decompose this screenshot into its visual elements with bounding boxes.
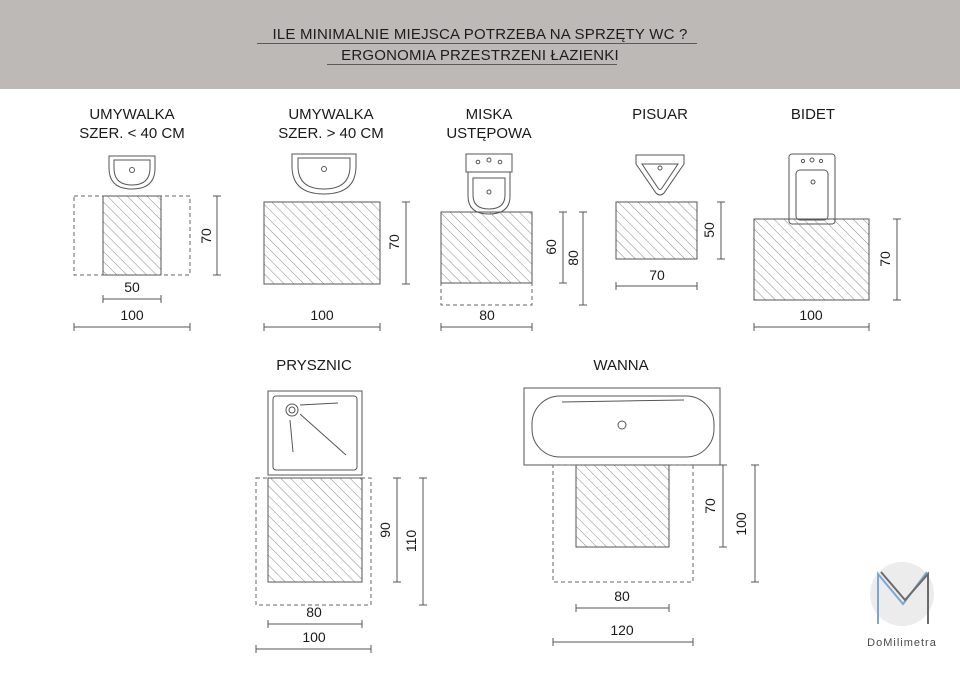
miska-depth-inner: 60 (543, 239, 559, 255)
domilimetra-logo (867, 562, 937, 649)
miska-depth-total: 80 (565, 250, 581, 266)
prysznic-usage-area (268, 478, 362, 582)
fixture-umywalka-small (74, 106, 221, 331)
miska-usage-area (441, 212, 532, 283)
prysznic-depth-total: 110 (403, 529, 419, 553)
pisuar-bowl (636, 155, 684, 195)
miska-label-line2: USTĘPOWA (446, 125, 532, 142)
prysznic-inner-width: 80 (306, 604, 322, 620)
fixture-prysznic (256, 357, 427, 653)
miska-bowl (466, 154, 512, 214)
pisuar-width: 70 (649, 267, 665, 283)
page-title-line1: ILE MINIMALNIE MIEJSCA POTRZEBA NA SPRZĘTY WC ? (272, 26, 688, 43)
bidet-depth: 70 (877, 251, 893, 267)
umywalka-small-label-line2: SZER. < 40 CM (79, 125, 185, 142)
pisuar-label: PISUAR (632, 106, 688, 123)
prysznic-label: PRYSZNIC (276, 357, 352, 374)
prysznic-total-width: 100 (302, 629, 326, 645)
fixture-wanna (524, 357, 759, 646)
umywalka-large-usage-area (264, 202, 380, 284)
pisuar-depth: 50 (701, 222, 717, 238)
wanna-depth-total: 100 (733, 512, 749, 536)
miska-width: 80 (479, 307, 495, 323)
wanna-inner-width: 80 (614, 588, 630, 604)
umywalka-small-usage-area (103, 196, 161, 275)
umywalka-small-basin (109, 156, 155, 189)
pisuar-usage-area (616, 202, 697, 259)
page-title-line2: ERGONOMIA PRZESTRZENI ŁAZIENKI (341, 47, 619, 64)
logo-text: DoMilimetra (867, 637, 937, 649)
fixture-pisuar (616, 106, 725, 290)
umywalka-large-basin (292, 154, 356, 194)
umywalka-large-depth: 70 (386, 234, 402, 250)
umywalka-small-label-line1: UMYWALKA (89, 106, 175, 123)
umywalka-large-label-line2: SZER. > 40 CM (278, 125, 384, 142)
logo-circle (870, 562, 934, 626)
umywalka-large-width: 100 (310, 307, 334, 323)
umywalka-small-depth: 70 (198, 228, 214, 244)
miska-label-line1: MISKA (465, 106, 513, 123)
fixture-bidet (754, 106, 901, 331)
wanna-tub (524, 388, 720, 465)
fixture-miska (441, 106, 587, 331)
wanna-usage-area (576, 465, 669, 547)
wanna-label: WANNA (593, 357, 649, 374)
prysznic-depth-inner: 90 (377, 522, 393, 538)
umywalka-large-label-line1: UMYWALKA (288, 106, 374, 123)
bidet-width: 100 (799, 307, 823, 323)
wanna-depth-inner: 70 (702, 498, 718, 514)
bidet-label: BIDET (790, 106, 836, 123)
prysznic-tray (268, 391, 362, 475)
fixture-umywalka-large (264, 106, 410, 331)
bidet-usage-area (754, 219, 869, 300)
bidet-bowl (789, 154, 835, 224)
wanna-total-width: 120 (610, 622, 634, 638)
umywalka-small-inner-width: 50 (124, 279, 140, 295)
umywalka-small-total-width: 100 (120, 307, 144, 323)
